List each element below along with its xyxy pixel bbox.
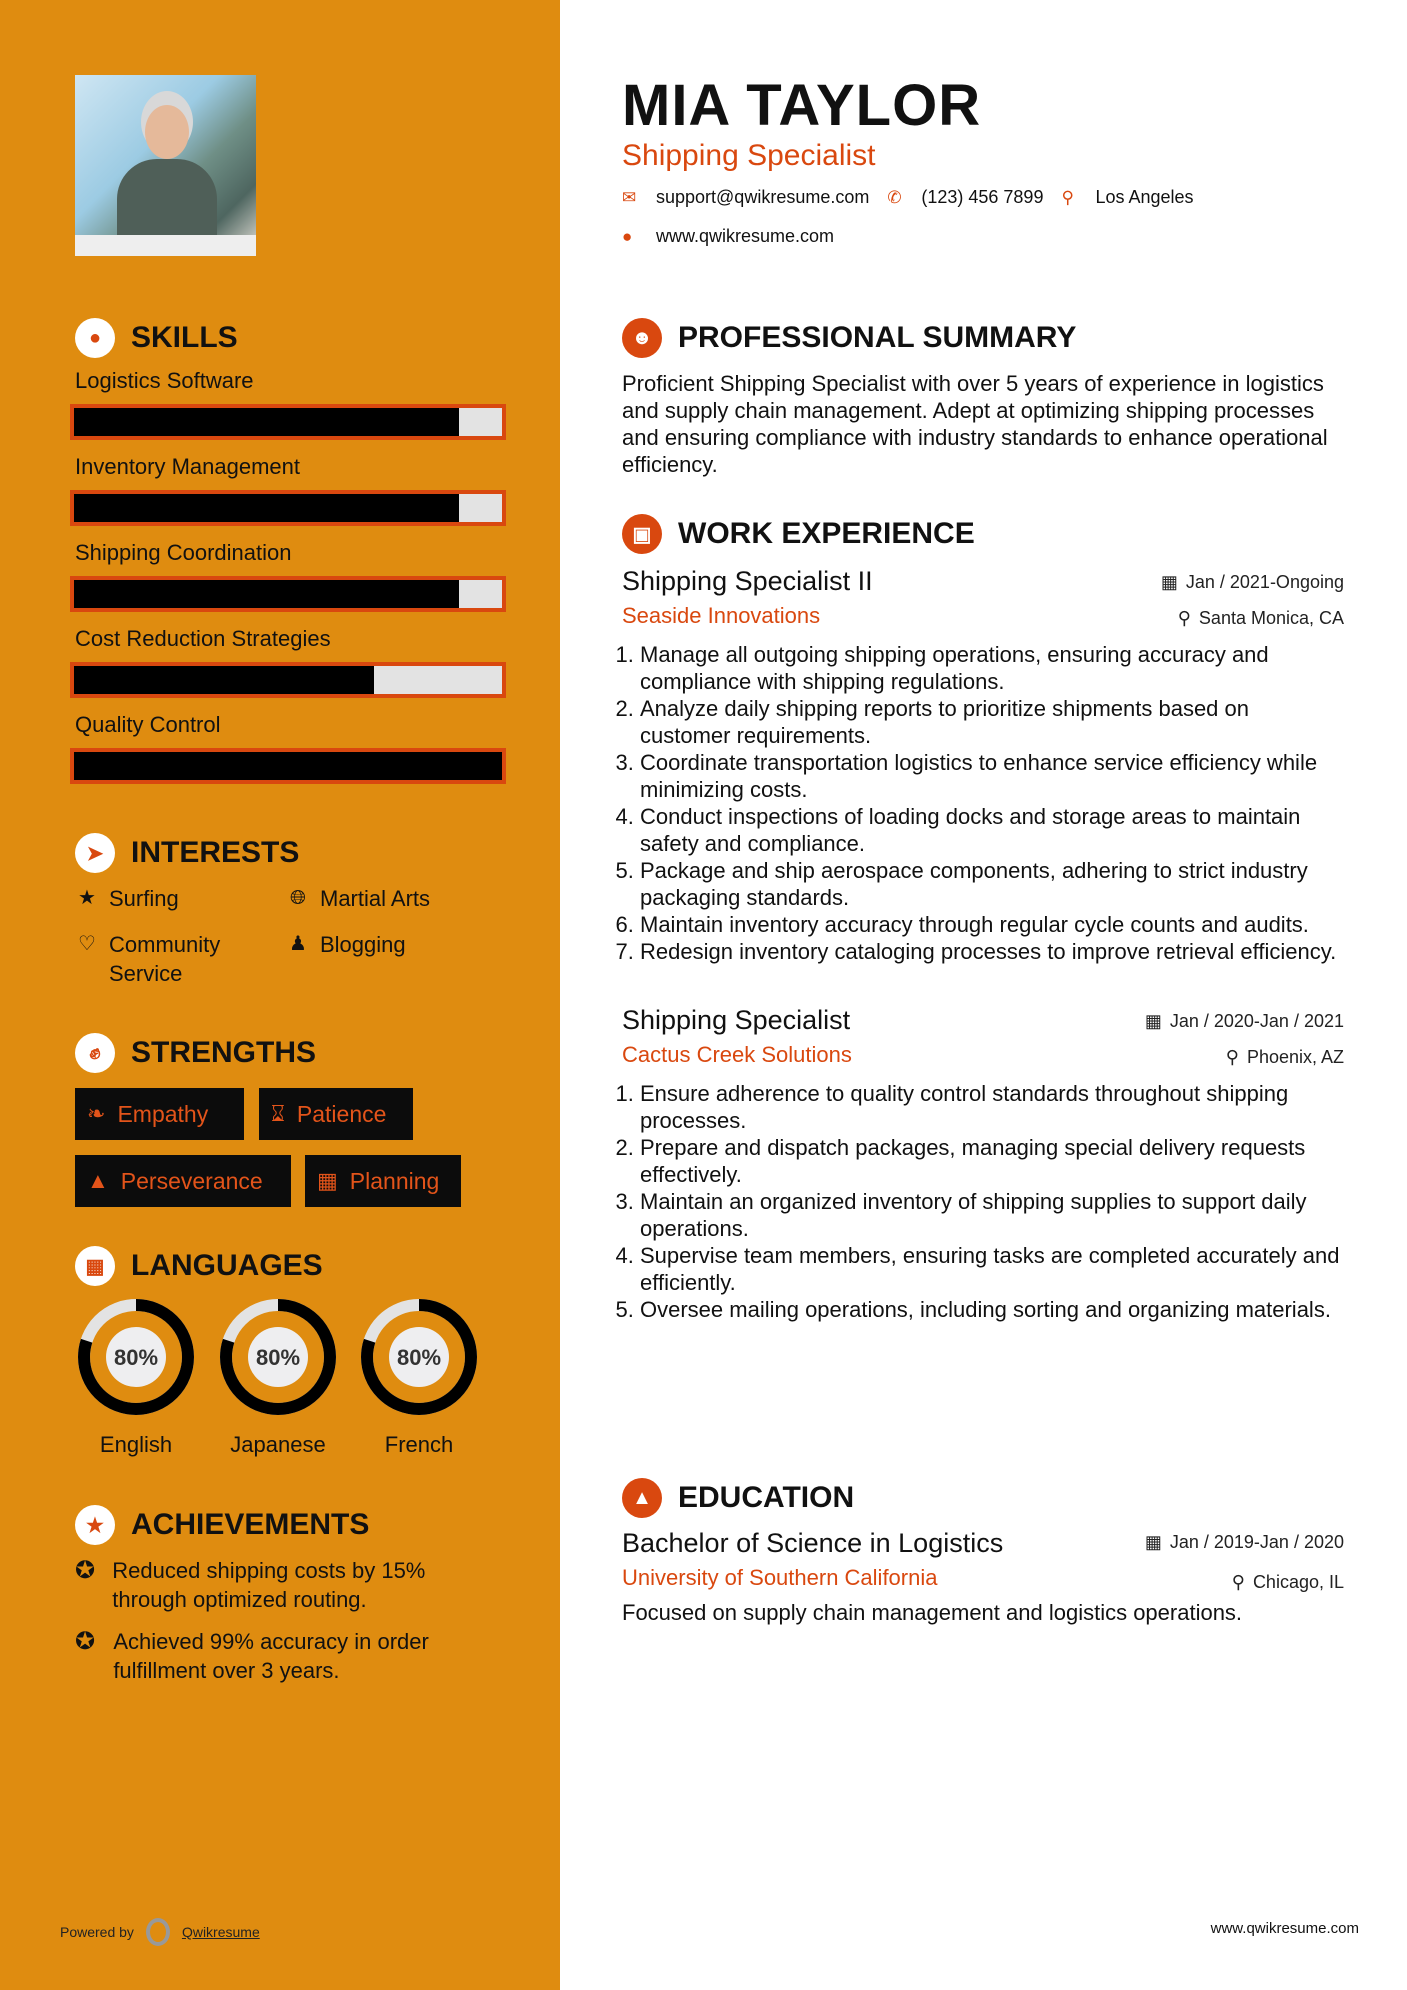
experience-section (622, 514, 1344, 1323)
globe-icon: ● (622, 226, 633, 246)
interest-item (75, 930, 265, 988)
job-duty: 4. Supervise team members, ensuring tasks are completed accurately and efficiently. (640, 1242, 1344, 1296)
strengths-heading (75, 1033, 316, 1073)
job-duty: 1. Ensure adherence to quality control standards throughout shipping processes. (640, 1080, 1344, 1134)
language-icon: ▦ (75, 1246, 115, 1286)
calendar-icon: ▦ (1144, 1011, 1162, 1031)
job-dates (1161, 572, 1344, 593)
globe-icon: 🌐︎ (290, 887, 306, 909)
donut-percent: 80% (113, 1345, 159, 1370)
education-text: Focused on supply chain management and logistics operations. (622, 1600, 1243, 1625)
paper-plane-icon: ➤ (75, 833, 115, 873)
achievement-item (75, 1627, 505, 1685)
summary-heading (622, 318, 1344, 358)
achievement-item (75, 1556, 505, 1614)
stars-icon: ✪ (75, 1628, 96, 1655)
dates-text: Jan / 2021-Ongoing (1185, 572, 1344, 592)
location-text: Chicago, IL (1252, 1572, 1344, 1592)
job-duty: 2. Prepare and dispatch packages, managing special delivery requests effectively. (640, 1134, 1344, 1188)
strength-label: Patience (296, 1100, 387, 1127)
interest-item (286, 884, 430, 913)
job-location (1226, 1047, 1344, 1068)
strength-chip (305, 1155, 461, 1207)
job-duty: 7. Redesign inventory cataloging processes to improve retrieval efficiency. (640, 938, 1344, 965)
job-duties (622, 641, 1344, 965)
achievements-title: ACHIEVEMENTS (131, 1508, 370, 1541)
email[interactable]: support@qwikresume.com (656, 187, 870, 207)
job-location (1178, 608, 1344, 629)
experience-heading (622, 514, 1344, 554)
job-entry (622, 566, 1344, 965)
skill-bar-fill (74, 752, 502, 780)
skill-label: Cost Reduction Strategies (75, 626, 331, 651)
job-title: Shipping Specialist (622, 139, 876, 172)
skill-label: Quality Control (75, 712, 221, 737)
location-text: Phoenix, AZ (1246, 1047, 1344, 1067)
education-title: EDUCATION (678, 1481, 855, 1514)
donut-chart (216, 1295, 340, 1419)
achievements-list (75, 1556, 505, 1698)
stars-icon: ✪ (75, 1557, 96, 1584)
achievements-heading (75, 1505, 369, 1545)
skill-bar-fill (74, 580, 459, 608)
footer-website[interactable]: www.qwikresume.com (1210, 1920, 1359, 1937)
interests-heading (75, 833, 299, 873)
qwikresume-logo-icon (146, 1918, 170, 1946)
dates-text: Jan / 2019-Jan / 2020 (1169, 1532, 1344, 1552)
hourglass-icon: ⌛︎ (271, 1101, 285, 1126)
sidebar (0, 0, 560, 1990)
education-entry (622, 1528, 1344, 1626)
handshake-icon: ♡ (78, 933, 96, 955)
lightbulb-icon: ● (75, 318, 115, 358)
job-duty: 5. Oversee mailing operations, including sorting and organizing materials. (640, 1296, 1344, 1323)
website-row (622, 226, 1344, 247)
contact-row (622, 187, 1344, 208)
envelope-icon: ✉ (622, 187, 637, 207)
phone-icon: ✆ (887, 187, 902, 207)
skills-list (70, 368, 506, 798)
donut-chart (74, 1295, 198, 1419)
map-marker-icon: ⚲ (1061, 187, 1074, 207)
language-label: Japanese (230, 1432, 326, 1457)
strength-label: Planning (349, 1167, 440, 1194)
skill-bar (70, 404, 506, 440)
profile-photo (75, 75, 256, 256)
job-duty: 5. Package and ship aerospace components, adhering to strict industry packaging standards. (640, 857, 1344, 911)
calendar-icon: ▦ (317, 1168, 338, 1193)
briefcase-icon: ▣ (622, 514, 662, 554)
donut-percent: 80% (255, 1345, 301, 1370)
job-role: Shipping Specialist II (622, 566, 873, 596)
interest-item (286, 930, 406, 959)
job-duty: 4. Conduct inspections of loading docks and storage areas to maintain safety and compliance. (640, 803, 1344, 857)
school: University of Southern California (622, 1565, 938, 1590)
interest-label: Surfing (109, 886, 179, 911)
language-donut (74, 1295, 198, 1419)
strength-chip (75, 1155, 291, 1207)
language-label: English (99, 1432, 173, 1457)
job-duty: 2. Analyze daily shipping reports to prioritize shipments based on customer requirements. (640, 695, 1344, 749)
qwikresume-link[interactable]: Qwikresume (181, 1924, 260, 1940)
powered-by (60, 1918, 260, 1946)
job-duty: 3. Coordinate transportation logistics to enhance service efficiency while minimizing costs. (640, 749, 1344, 803)
binoculars-icon: ▲ (87, 1168, 109, 1193)
education-section (622, 1478, 1344, 1626)
achievement-text: Reduced shipping costs by 15% through optimized routing. (112, 1558, 426, 1612)
skill-bar (70, 576, 506, 612)
dates-text: Jan / 2020-Jan / 2021 (1169, 1011, 1344, 1031)
pin-icon: ⚲ (1177, 608, 1191, 628)
languages-title: LANGUAGES (131, 1249, 323, 1282)
education-location (1232, 1572, 1344, 1593)
languages-heading (75, 1246, 323, 1286)
strength-chip (259, 1088, 413, 1140)
pin-icon: ⚲ (1225, 1047, 1239, 1067)
job-company: Cactus Creek Solutions (622, 1042, 852, 1067)
location: Los Angeles (1095, 187, 1194, 207)
interests-title: INTERESTS (131, 836, 300, 869)
skill-bar-fill (74, 408, 459, 436)
skills-title: SKILLS (131, 321, 238, 354)
language-donut (216, 1295, 340, 1419)
candidate-name: MIA TAYLOR (622, 73, 982, 138)
language-label: French (384, 1432, 454, 1457)
handshake-icon: ❧ (87, 1101, 106, 1126)
strength-chip (75, 1088, 244, 1140)
interest-label: Community Service (109, 932, 221, 986)
calendar-icon: ▦ (1160, 572, 1178, 592)
skill-bar-fill (74, 666, 374, 694)
powered-by-text: Powered by (60, 1924, 134, 1940)
skill-bar (70, 490, 506, 526)
strength-label: Empathy (117, 1100, 209, 1127)
achievement-text: Achieved 99% accuracy in order fulfillment over 3 years. (113, 1629, 429, 1683)
skills-heading (75, 318, 238, 358)
skill-label: Logistics Software (75, 368, 254, 393)
job-duty: 3. Maintain an organized inventory of shipping supplies to support daily operations. (640, 1188, 1344, 1242)
language-donut (357, 1295, 481, 1419)
summary-title: PROFESSIONAL SUMMARY (678, 321, 1077, 354)
degree: Bachelor of Science in Logistics (622, 1528, 1004, 1558)
user-icon: ☻ (622, 318, 662, 358)
calendar-icon: ▦ (1144, 1532, 1162, 1552)
skill-label: Shipping Coordination (75, 540, 292, 565)
job-role: Shipping Specialist (622, 1005, 851, 1035)
location-text: Santa Monica, CA (1198, 608, 1344, 628)
interest-item (75, 884, 179, 913)
job-duties (622, 1080, 1344, 1323)
skill-bar-fill (74, 494, 459, 522)
skill-bar (70, 662, 506, 698)
users-icon: ♟ (289, 933, 307, 955)
job-duty: 1. Manage all outgoing shipping operations, ensuring accuracy and compliance with shipping regulations. (640, 641, 1344, 695)
pin-icon: ⚲ (1231, 1572, 1245, 1592)
strength-label: Perseverance (120, 1167, 263, 1194)
graduation-icon: ▲ (622, 1478, 662, 1518)
job-entry (622, 1005, 1344, 1323)
job-duty: 6. Maintain inventory accuracy through regular cycle counts and audits. (640, 911, 1344, 938)
education-heading (622, 1478, 1344, 1518)
star-icon: ★ (78, 887, 96, 909)
experience-title: WORK EXPERIENCE (678, 517, 975, 550)
summary-text: Proficient Shipping Specialist with over 5 years of experience in logistics and supply chain management. Adept at optimizing shipping processes and ensuring compliance with industry standards to enhance operational efficiency. (622, 371, 1328, 477)
job-dates (1145, 1011, 1344, 1032)
strengths-title: STRENGTHS (131, 1036, 317, 1069)
skill-bar (70, 748, 506, 784)
donut-chart (357, 1295, 481, 1419)
job-company: Seaside Innovations (622, 603, 821, 628)
skill-label: Inventory Management (75, 454, 301, 479)
website[interactable]: www.qwikresume.com (656, 226, 835, 246)
fist-icon: ✊︎ (75, 1033, 115, 1073)
education-dates (1145, 1532, 1344, 1553)
trophy-star-icon: ★ (75, 1505, 115, 1545)
interest-label: Martial Arts (320, 886, 431, 911)
donut-percent: 80% (396, 1345, 442, 1370)
header (622, 72, 1344, 247)
phone[interactable]: (123) 456 7899 (921, 187, 1044, 207)
summary-section (622, 318, 1344, 478)
interest-label: Blogging (320, 932, 406, 957)
